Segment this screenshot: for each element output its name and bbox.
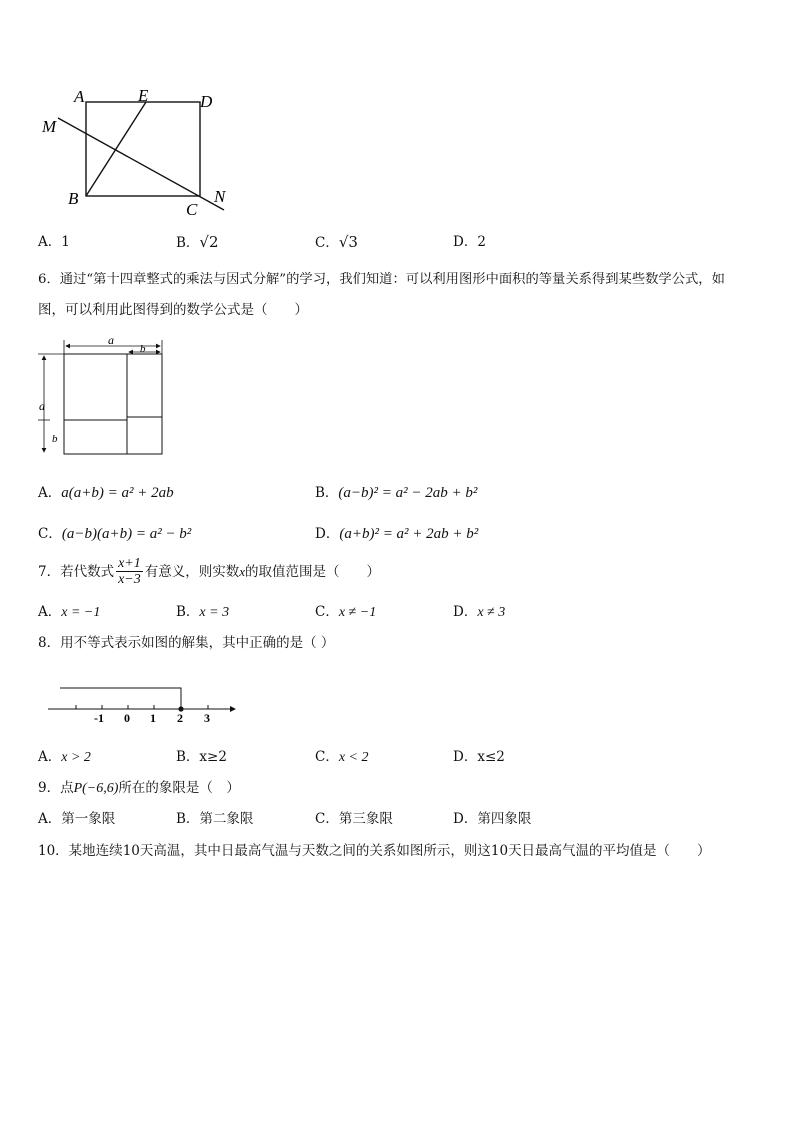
option-letter: C． <box>315 604 339 620</box>
option-letter: D． <box>453 811 478 827</box>
option-formula: (a−b)² = a² − 2ab + b² <box>338 485 478 501</box>
option-value: 第三象限 <box>338 811 393 827</box>
label-a-left: a <box>39 399 45 413</box>
label-b: B <box>68 189 79 208</box>
q6-stem-line2: 图，可以利用此图得到的数学公式是（ ） <box>38 302 308 318</box>
option-value: x > 2 <box>61 750 91 765</box>
q6-option-c[interactable] <box>38 526 191 542</box>
q7-option-d[interactable] <box>453 604 505 621</box>
q7-option-b[interactable] <box>176 604 229 621</box>
option-letter: D． <box>453 234 478 250</box>
q9-option-d[interactable] <box>453 811 531 827</box>
q10-stem <box>38 843 711 859</box>
tick-label-minus-1: -1 <box>94 711 104 725</box>
q7-var: x <box>239 563 246 579</box>
q5-option-d[interactable] <box>453 234 486 250</box>
q7-stem <box>38 556 380 587</box>
option-letter: B． <box>176 604 200 620</box>
option-letter: A． <box>38 749 62 765</box>
option-value: 1 <box>61 234 70 250</box>
q7-suffix-a: 有意义，则实数 <box>144 563 240 580</box>
q5-figure <box>38 82 238 222</box>
q8-option-d[interactable] <box>453 749 505 765</box>
option-value: √2 <box>199 233 219 251</box>
q10-prefix: 10．某地连续 <box>38 843 123 859</box>
option-formula: a(a+b) = a² + 2ab <box>61 485 174 501</box>
big-square <box>64 354 162 454</box>
q9-stem <box>38 780 240 797</box>
tick-label-2: 2 <box>177 711 183 725</box>
q10-num1: 10 <box>122 843 140 859</box>
tick-label-1: 1 <box>150 711 156 725</box>
q7-option-a[interactable] <box>38 604 100 621</box>
option-letter: A． <box>38 234 62 250</box>
option-value: x≤2 <box>477 749 505 765</box>
option-value: 第二象限 <box>199 811 254 827</box>
label-m: M <box>42 117 57 136</box>
option-letter: D． <box>315 526 340 542</box>
q7-fraction <box>116 556 143 587</box>
option-letter: B． <box>176 235 200 251</box>
label-d: D <box>200 92 213 111</box>
option-value: x≥2 <box>199 749 227 765</box>
q8-number-line <box>44 680 240 726</box>
label-n: N <box>214 187 226 206</box>
q5-option-c[interactable] <box>315 234 358 251</box>
q7-suffix-b: 的取值范围是（ ） <box>245 563 381 580</box>
q7-prefix: 7．若代数式 <box>38 563 115 580</box>
q5-option-a[interactable] <box>38 234 70 250</box>
option-value: x = 3 <box>199 605 230 620</box>
q9-point: P(−6,6) <box>73 781 119 796</box>
q8-option-c[interactable] <box>315 749 369 766</box>
option-letter: B． <box>176 811 200 827</box>
label-b-top: b <box>140 343 146 355</box>
q6-option-d[interactable] <box>315 526 478 542</box>
q6-option-a[interactable] <box>38 485 174 501</box>
q9-option-a[interactable] <box>38 811 115 827</box>
q7-denominator: x−3 <box>118 572 141 587</box>
solution-bracket <box>60 688 181 709</box>
option-value: 2 <box>477 234 486 250</box>
option-letter: C． <box>315 811 339 827</box>
option-value: x ≠ 3 <box>477 605 506 620</box>
label-c: C <box>186 200 198 219</box>
q8-option-a[interactable] <box>38 749 91 766</box>
q7-option-c[interactable] <box>315 604 376 621</box>
q8-stem: 8．用不等式表示如图的解集，其中正确的是（ ） <box>38 635 335 651</box>
option-value: x ≠ −1 <box>338 605 377 620</box>
segment-be <box>86 102 146 196</box>
option-letter: B． <box>176 749 200 765</box>
option-value: 第一象限 <box>61 811 116 827</box>
q5-option-b[interactable] <box>176 234 219 251</box>
option-formula: (a+b)² = a² + 2ab + b² <box>339 526 479 542</box>
option-value: x = −1 <box>61 605 101 620</box>
q8-option-b[interactable] <box>176 749 227 765</box>
option-letter: A． <box>38 811 62 827</box>
option-letter: C． <box>38 526 62 542</box>
q10-mid: 天高温，其中日最高气温与天数之间的关系如图所示，则这 <box>139 843 491 859</box>
q7-numerator: x+1 <box>118 556 141 571</box>
q9-option-c[interactable] <box>315 811 393 827</box>
q10-num2: 10 <box>490 843 509 859</box>
option-value: 第四象限 <box>477 811 532 827</box>
tick-label-0: 0 <box>124 711 130 725</box>
option-letter: D． <box>453 604 478 620</box>
option-letter: B． <box>315 485 339 501</box>
option-letter: A． <box>38 604 62 620</box>
axis-arrow <box>230 706 236 712</box>
square-abcd <box>86 102 200 196</box>
label-a: A <box>74 87 85 106</box>
label-e: E <box>138 86 149 105</box>
q10-suffix: 天日最高气温的平均值是（ ） <box>508 843 711 859</box>
option-value: √3 <box>338 233 358 251</box>
option-letter: D． <box>453 749 478 765</box>
tick-label-3: 3 <box>204 711 210 725</box>
option-letter: C． <box>315 235 339 251</box>
option-formula: (a−b)(a+b) = a² − b² <box>61 526 192 542</box>
q9-suffix: 所在的象限是（ ） <box>118 780 240 796</box>
q6-option-b[interactable] <box>315 485 477 501</box>
label-b-left: b <box>52 433 58 445</box>
option-letter: C． <box>315 749 339 765</box>
label-a-top: a <box>108 334 114 347</box>
q9-prefix: 9．点 <box>38 780 74 796</box>
option-letter: A． <box>38 485 62 501</box>
q6-figure <box>34 334 174 460</box>
q9-option-b[interactable] <box>176 811 253 827</box>
option-value: x < 2 <box>338 750 369 765</box>
q6-stem-line1: 6．通过“第十四章整式的乘法与因式分解”的学习，我们知道：可以利用图形中面积的等量关系得到某些数学公式，如 <box>38 272 725 287</box>
